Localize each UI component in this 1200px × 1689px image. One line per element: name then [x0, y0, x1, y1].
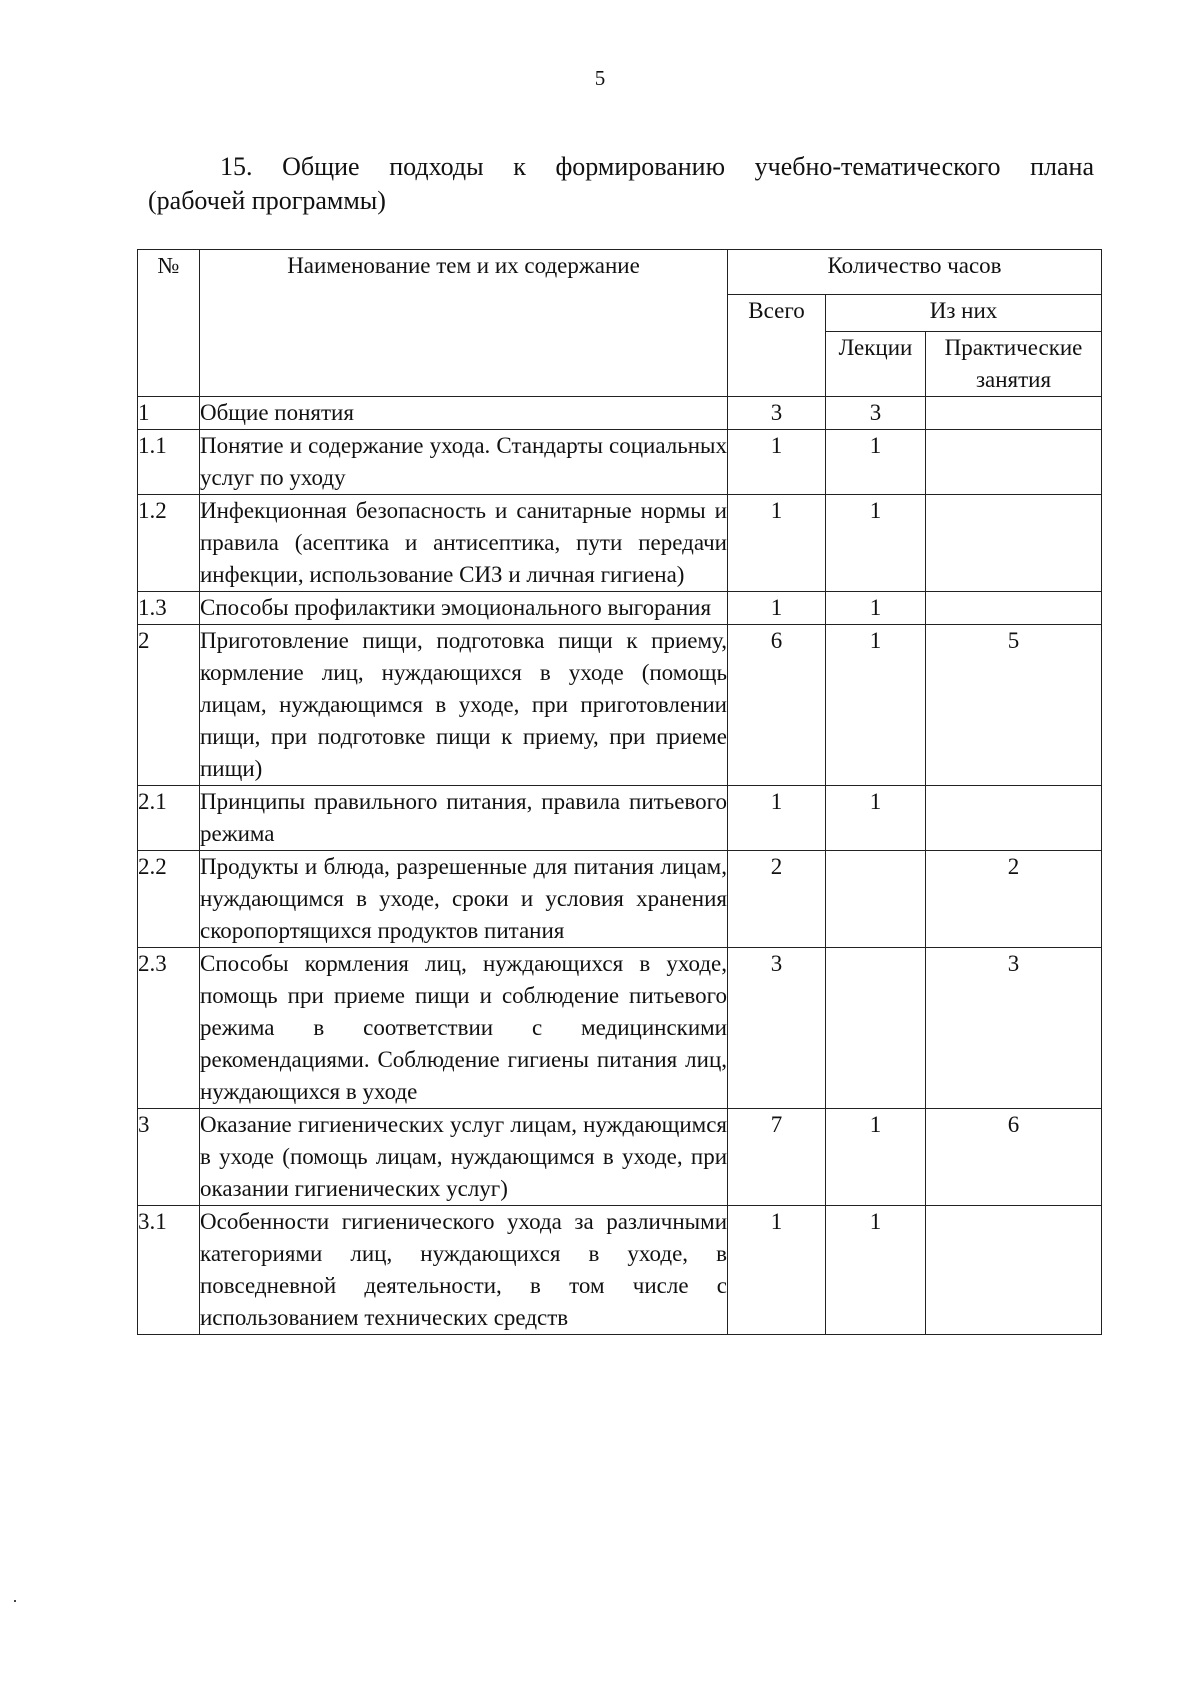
- row-topic-name: Приготовление пищи, подготовка пищи к приему, кормление лиц, нуждающихся в уходе (помощь лицам, нуждающимся в уходе, при приготовлении пищи, при подготовке пищи к приему, при приеме пищи): [200, 625, 728, 786]
- table-row: [138, 1109, 1102, 1206]
- header-lectures: Лекции: [826, 332, 926, 397]
- header-hours: Количество часов: [728, 250, 1102, 295]
- section-heading-line-2: (рабочей программы): [148, 186, 386, 215]
- header-of-them: Из них: [826, 295, 1102, 332]
- row-topic-name: Принципы правильного питания, правила питьевого режима: [200, 786, 728, 851]
- table-row: [138, 948, 1102, 1109]
- row-topic-name: Понятие и содержание ухода. Стандарты социальных услуг по уходу: [200, 430, 728, 495]
- header-number: №: [138, 250, 200, 397]
- row-lecture-hours: 1: [826, 430, 926, 495]
- table-row: [138, 495, 1102, 592]
- row-practice-hours: 5: [926, 625, 1102, 786]
- row-topic-name: Продукты и блюда, разрешенные для питания лицам, нуждающимся в уходе, сроки и условия хранения скоропортящихся продуктов питания: [200, 851, 728, 948]
- row-total-hours: 1: [728, 1206, 826, 1335]
- row-lecture-hours: 1: [826, 495, 926, 592]
- scan-dot: [14, 1600, 16, 1602]
- row-lecture-hours: 1: [826, 1206, 926, 1335]
- row-number: 3: [138, 1109, 200, 1206]
- row-total-hours: 1: [728, 592, 826, 625]
- row-topic-name: Особенности гигиенического ухода за различными категориями лиц, нуждающихся в уходе, в повседневной деятельности, в том числе с использованием технических средств: [200, 1206, 728, 1335]
- row-practice-hours: [926, 495, 1102, 592]
- table-row: [138, 625, 1102, 786]
- row-practice-hours: [926, 1206, 1102, 1335]
- row-lecture-hours: 1: [826, 592, 926, 625]
- row-total-hours: 7: [728, 1109, 826, 1206]
- row-number: 2.2: [138, 851, 200, 948]
- row-total-hours: 2: [728, 851, 826, 948]
- page-number: 5: [594, 66, 606, 90]
- row-lecture-hours: [826, 948, 926, 1109]
- row-practice-hours: [926, 430, 1102, 495]
- row-number: 3.1: [138, 1206, 200, 1335]
- row-total-hours: 6: [728, 625, 826, 786]
- section-heading: [148, 150, 1094, 218]
- table-row: [138, 786, 1102, 851]
- row-topic-name: Способы кормления лиц, нуждающихся в уходе, помощь при приеме пищи и соблюдение питьевого режима в соответствии с медицинскими рекомендациями. Соблюдение гигиены питания лиц, нуждающихся в уходе: [200, 948, 728, 1109]
- row-total-hours: 1: [728, 786, 826, 851]
- row-practice-hours: 6: [926, 1109, 1102, 1206]
- table-row: [138, 1206, 1102, 1335]
- row-lecture-hours: 3: [826, 397, 926, 430]
- table-row: [138, 430, 1102, 495]
- row-number: 1: [138, 397, 200, 430]
- row-topic-name: Общие понятия: [200, 397, 728, 430]
- row-topic-name: Способы профилактики эмоционального выгорания: [200, 592, 728, 625]
- curriculum-table: [137, 249, 1102, 1335]
- row-practice-hours: 2: [926, 851, 1102, 948]
- row-number: 2: [138, 625, 200, 786]
- row-number: 1.2: [138, 495, 200, 592]
- row-number: 2.3: [138, 948, 200, 1109]
- table-body: [138, 397, 1102, 1335]
- row-number: 1.3: [138, 592, 200, 625]
- row-total-hours: 3: [728, 397, 826, 430]
- table-row: [138, 397, 1102, 430]
- section-heading-line-1: 15. Общие подходы к формированию учебно-тематического плана: [220, 152, 1094, 181]
- row-lecture-hours: 1: [826, 1109, 926, 1206]
- row-total-hours: 1: [728, 495, 826, 592]
- row-lecture-hours: 1: [826, 786, 926, 851]
- header-practice: Практические занятия: [926, 332, 1102, 397]
- table-row: [138, 592, 1102, 625]
- row-practice-hours: [926, 786, 1102, 851]
- header-topic-name: Наименование тем и их содержание: [200, 250, 728, 397]
- row-topic-name: Оказание гигиенических услуг лицам, нуждающимся в уходе (помощь лицам, нуждающимся в уходе, при оказании гигиенических услуг): [200, 1109, 728, 1206]
- row-total-hours: 1: [728, 430, 826, 495]
- row-practice-hours: 3: [926, 948, 1102, 1109]
- header-total: Всего: [728, 295, 826, 397]
- row-practice-hours: [926, 592, 1102, 625]
- row-topic-name: Инфекционная безопасность и санитарные нормы и правила (асептика и антисептика, пути передачи инфекции, использование СИЗ и личная гигиена): [200, 495, 728, 592]
- table-header: [138, 250, 1102, 397]
- row-total-hours: 3: [728, 948, 826, 1109]
- row-lecture-hours: 1: [826, 625, 926, 786]
- row-number: 1.1: [138, 430, 200, 495]
- table-row: [138, 851, 1102, 948]
- row-lecture-hours: [826, 851, 926, 948]
- row-number: 2.1: [138, 786, 200, 851]
- row-practice-hours: [926, 397, 1102, 430]
